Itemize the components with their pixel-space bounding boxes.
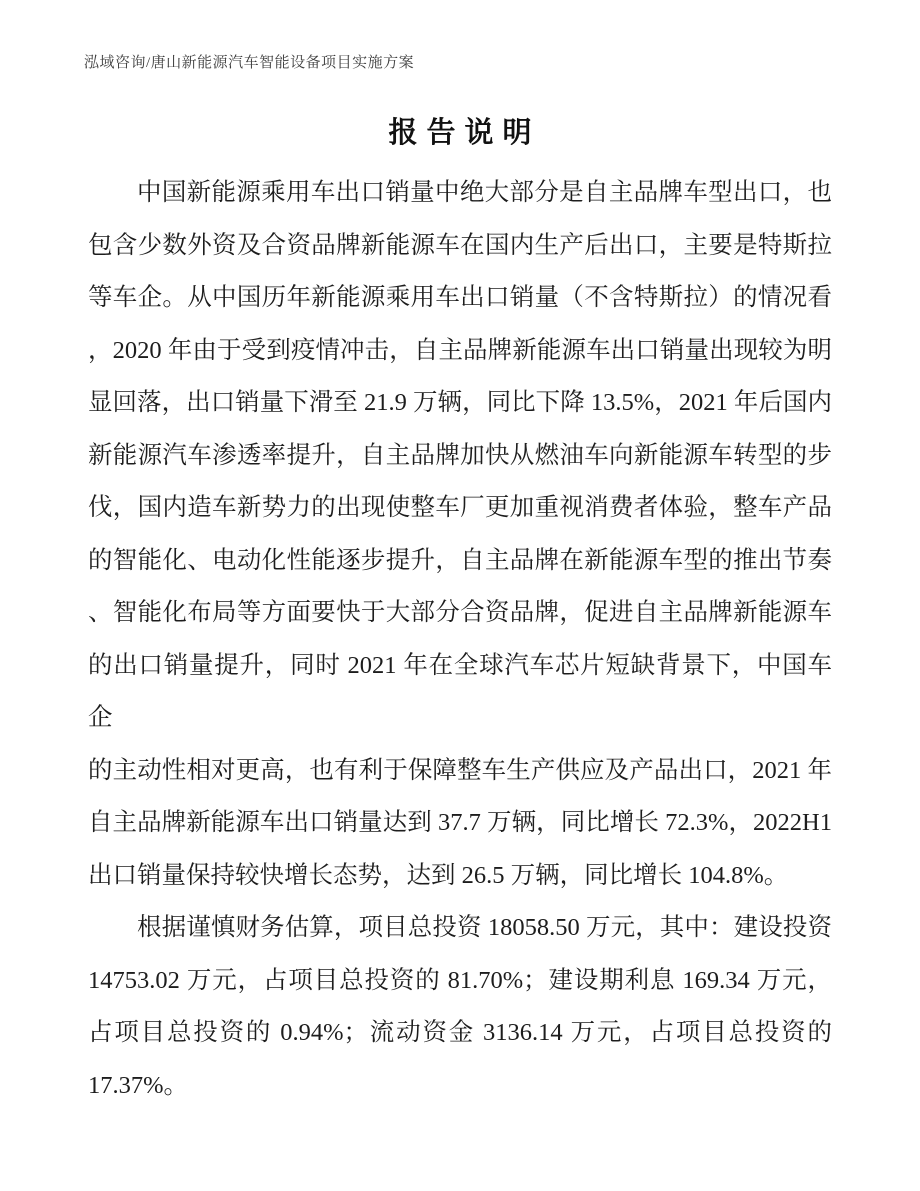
text-line: 等车企。从中国历年新能源乘用车出口销量（不含特斯拉）的情况看 [88,284,832,311]
page-header [84,51,844,72]
text-line: 的出口销量提升，同时 2021 年在全球汽车芯片短缺背景下，中国车企 [88,651,832,731]
text-line: 自主品牌新能源车出口销量达到 37.7 万辆，同比增长 72.3%，2022H1 [88,809,832,836]
paragraph-investment-summary [88,902,832,1112]
text-line: 显回落，出口销量下滑至 21.9 万辆，同比下降 13.5%，2021 年后国内 [88,389,832,416]
text-line: 的主动性相对更高，也有利于保障整车生产供应及产品出口，2021 年 [88,756,832,784]
text-line: 根据谨慎财务估算，项目总投资 18058.50 万元，其中：建设投资 [137,914,832,941]
header-text: 泓域咨询/唐山新能源汽车智能设备项目实施方案 [84,55,415,71]
text-line: 出口销量保持较快增长态势，达到 26.5 万辆，同比增长 104.8%。 [88,861,789,889]
text-line: 伐，国内造车新势力的出现使整车厂更加重视消费者体验，整车产品 [88,494,832,521]
text-line: 17.37%。 [88,1071,189,1099]
text-line: 的智能化、电动化性能逐步提升，自主品牌在新能源车型的推出节奏 [88,546,832,574]
text-line: 占项目总投资的 0.94%；流动资金 3136.14 万元，占项目总投资的 [88,1019,832,1046]
text-line: ，2020 年由于受到疫情冲击，自主品牌新能源车出口销量出现较为明 [88,336,832,364]
text-line: 新能源汽车渗透率提升，自主品牌加快从燃油车向新能源车转型的步 [88,441,832,469]
paragraph-export-overview [88,167,832,902]
text-line: 中国新能源乘用车出口销量中绝大部分是自主品牌车型出口，也 [137,179,832,206]
text-line: 14753.02 万元，占项目总投资的 81.70%；建设期利息 169.34 万元， [88,966,832,994]
text-line: 、智能化布局等方面要快于大部分合资品牌，促进自主品牌新能源车 [88,599,832,626]
text-line: 包含少数外资及合资品牌新能源车在国内生产后出口，主要是特斯拉 [88,231,832,259]
report-title: 报告说明 [388,117,541,149]
document-body [88,167,832,1112]
